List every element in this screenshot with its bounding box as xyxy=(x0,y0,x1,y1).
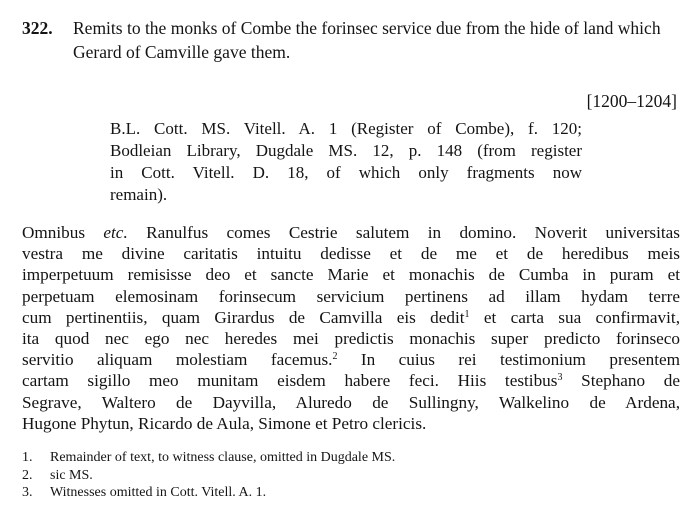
footnote-number: 1. xyxy=(22,450,33,465)
entry-number: 322. xyxy=(22,18,53,38)
charter-etc: etc. xyxy=(103,223,128,242)
charter-line xyxy=(22,349,680,370)
charter-line xyxy=(22,370,680,391)
footnote-ref-2: 2 xyxy=(332,351,338,363)
charter-word: cum pertinentiis, quam Girardus de Camvilla eis dedit xyxy=(22,307,465,327)
charter-word: cartam sigillo meo munitam eisdem habere feci. Hiis testibus xyxy=(22,371,558,391)
footnote-number: 3. xyxy=(22,485,33,500)
entry-summary: Remits to the monks of Combe the forinsec service due from the hide of land which Gerard of Camville gave them. xyxy=(73,18,661,62)
footnote-ref-3: 3 xyxy=(557,372,563,384)
charter-word: et carta sua confirmavit, xyxy=(483,307,680,327)
charter-word: Stephano de xyxy=(581,371,680,391)
footnote-text: sic MS. xyxy=(50,467,93,483)
charter-line: imperpetuum remisisse deo et sancte Marie et monachis de Cumba in puram et xyxy=(22,265,680,285)
footnote-number: 2. xyxy=(22,467,33,483)
entry-heading xyxy=(22,16,682,64)
charter-word: Ranulfus comes Cestrie salutem in domino. Noverit universitas xyxy=(146,223,680,242)
charter-line xyxy=(22,307,680,328)
charter-word: Omnibus xyxy=(22,223,86,242)
charter-line: ita quod nec ego nec heredes mei predictis monachis super predicto forinseco xyxy=(22,329,680,349)
source-line: in Cott. Vitell. D. 18, of which only fragments now xyxy=(110,163,582,182)
charter-line xyxy=(22,222,680,243)
footnote xyxy=(22,449,662,467)
footnote-text: Witnesses omitted in Cott. Vitell. A. 1. xyxy=(50,485,267,500)
footnote-text: Remainder of text, to witness clause, omitted in Dugdale MS. xyxy=(50,450,396,465)
charter-word: In cuius rei testimonium presentem xyxy=(360,350,680,370)
source-line: Bodleian Library, Dugdale MS. 12, p. 148 (from register xyxy=(110,141,582,160)
footnote xyxy=(22,484,662,502)
charter-line: vestra me divine caritatis intuitu dedisse et de me et de heredibus meis xyxy=(22,244,680,264)
charter-line: Segrave, Waltero de Dayvilla, Aluredo de Sullingny, Walkelino de Ardena, xyxy=(22,392,680,412)
source-line: B.L. Cott. MS. Vitell. A. 1 (Register of Combe), f. 120; xyxy=(110,119,582,138)
entry-date: [1200–1204] xyxy=(586,91,677,111)
charter-word: servitio aliquam molestiam facemus. xyxy=(22,350,333,370)
source-line: remain). xyxy=(110,185,168,204)
charter-text xyxy=(22,222,680,434)
footnote xyxy=(22,467,662,485)
charter-line: Hugone Phytun, Ricardo de Aula, Simone et Petro clericis. xyxy=(22,413,427,433)
footnote-ref-1: 1 xyxy=(464,308,470,320)
source-citation xyxy=(110,118,582,206)
charter-line: perpetuam elemosinam forinsecum servicium pertinens ad illam hydam terre xyxy=(22,286,680,306)
footnotes xyxy=(22,449,662,502)
